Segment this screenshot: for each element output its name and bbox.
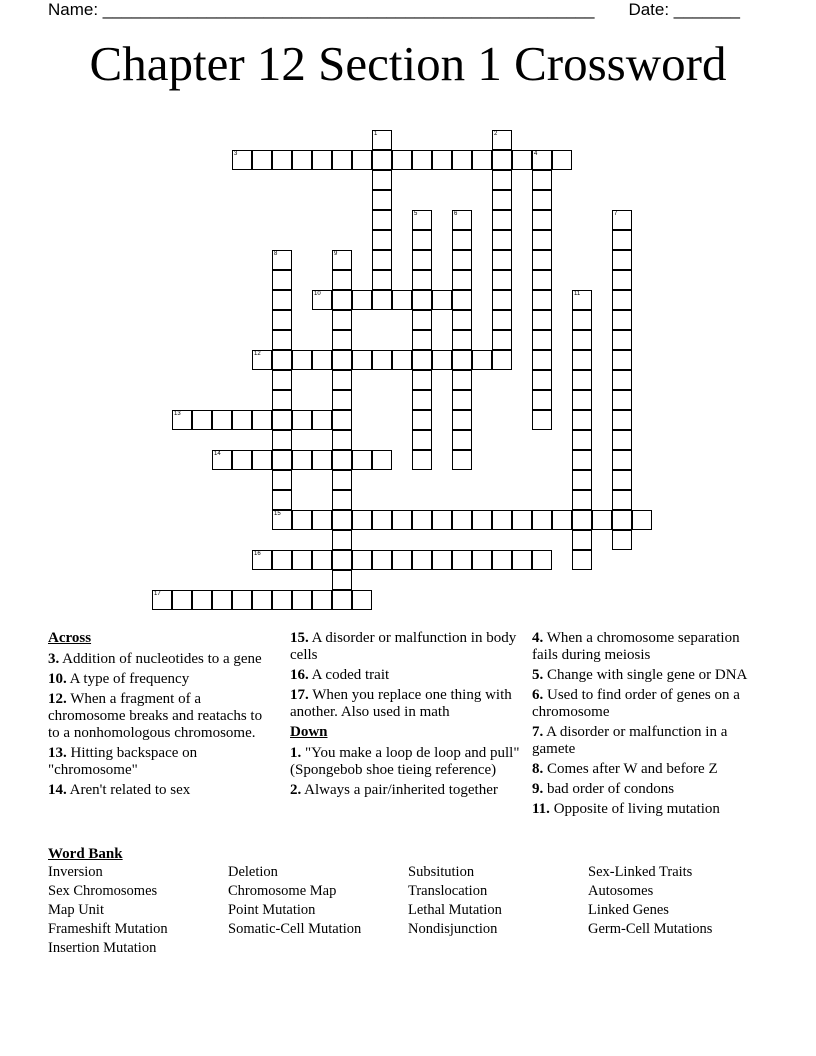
grid-cell[interactable]: [312, 550, 332, 570]
grid-cell[interactable]: [272, 470, 292, 490]
grid-cell[interactable]: [532, 370, 552, 390]
grid-cell[interactable]: [512, 510, 532, 530]
grid-cell[interactable]: [532, 410, 552, 430]
grid-cell[interactable]: [492, 250, 512, 270]
grid-cell[interactable]: [532, 350, 552, 370]
grid-cell[interactable]: [372, 510, 392, 530]
clue-number: 1: [374, 131, 378, 137]
grid-cell[interactable]: [332, 450, 352, 470]
across-clue: [48, 691, 276, 742]
grid-cell[interactable]: [372, 290, 392, 310]
grid-cell[interactable]: [352, 590, 372, 610]
grid-cell[interactable]: [532, 170, 552, 190]
grid-cell[interactable]: [492, 190, 512, 210]
grid-cell[interactable]: [532, 390, 552, 410]
grid-cell[interactable]: [272, 290, 292, 310]
grid-cell[interactable]: [312, 510, 332, 530]
word-bank-item: Deletion: [228, 864, 278, 880]
clue-num: 16.: [290, 667, 309, 683]
grid-cell[interactable]: [372, 150, 392, 170]
across-clue: [290, 630, 520, 664]
grid-cell[interactable]: [472, 550, 492, 570]
word-bank-item: Linked Genes: [588, 902, 669, 918]
across-clue: [290, 667, 520, 684]
clue-text: When you replace one thing with another. Also used in math: [290, 687, 512, 720]
grid-cell[interactable]: [632, 510, 652, 530]
grid-cell[interactable]: [492, 330, 512, 350]
grid-cell[interactable]: [432, 550, 452, 570]
grid-cell[interactable]: [432, 350, 452, 370]
grid-cell[interactable]: [332, 150, 352, 170]
grid-cell[interactable]: [332, 310, 352, 330]
grid-cell[interactable]: [292, 350, 312, 370]
clue-number: 7: [614, 211, 618, 217]
grid-cell[interactable]: [292, 590, 312, 610]
word-bank-item: Sex Chromosomes: [48, 883, 158, 899]
grid-cell[interactable]: [252, 450, 272, 470]
grid-cell[interactable]: [492, 290, 512, 310]
date-field[interactable]: Date: _______: [628, 0, 740, 19]
clue-number: 16: [254, 551, 261, 557]
grid-cell[interactable]: [392, 510, 412, 530]
word-bank-item: Translocation: [408, 883, 488, 899]
grid-cell[interactable]: [612, 370, 632, 390]
grid-cell[interactable]: [492, 210, 512, 230]
grid-cell[interactable]: [332, 490, 352, 510]
name-field[interactable]: Name: ____________________________________________________: [48, 0, 595, 19]
grid-cell[interactable]: [592, 510, 612, 530]
clues-column-3: [532, 630, 752, 821]
grid-cell[interactable]: [332, 430, 352, 450]
grid-cell[interactable]: [212, 590, 232, 610]
grid-cell[interactable]: [572, 430, 592, 450]
grid-cell[interactable]: [252, 590, 272, 610]
grid-cell[interactable]: [492, 270, 512, 290]
clue-num: 14.: [48, 782, 67, 798]
grid-cell[interactable]: [572, 510, 592, 530]
grid-cell[interactable]: [332, 270, 352, 290]
grid-cell[interactable]: [612, 250, 632, 270]
clue-text: Change with single gene or DNA: [543, 667, 748, 683]
grid-cell[interactable]: [352, 150, 372, 170]
grid-cell[interactable]: [252, 410, 272, 430]
grid-cell[interactable]: [572, 370, 592, 390]
down-clue: [532, 630, 752, 664]
word-bank-item: Map Unit: [48, 902, 104, 918]
grid-cell[interactable]: [292, 410, 312, 430]
grid-cell[interactable]: [612, 230, 632, 250]
grid-cell[interactable]: [452, 410, 472, 430]
clue-number: 10: [314, 291, 321, 297]
grid-cell[interactable]: [292, 450, 312, 470]
grid-cell[interactable]: [412, 430, 432, 450]
grid-cell[interactable]: [472, 350, 492, 370]
word-bank-item: Germ-Cell Mutations: [588, 921, 713, 937]
grid-cell[interactable]: [532, 550, 552, 570]
grid-cell[interactable]: [272, 330, 292, 350]
grid-cell[interactable]: [532, 290, 552, 310]
grid-cell[interactable]: [572, 470, 592, 490]
word-bank-item: Autosomes: [588, 883, 654, 899]
grid-cell[interactable]: [532, 230, 552, 250]
across-clue: [48, 651, 276, 668]
grid-cell[interactable]: [452, 430, 472, 450]
clue-number: 13: [174, 411, 181, 417]
grid-cell[interactable]: [552, 510, 572, 530]
grid-cell[interactable]: [492, 350, 512, 370]
clue-number: 14: [214, 451, 221, 457]
clue-num: 11.: [532, 801, 550, 817]
across-clue: [48, 745, 276, 779]
across-heading: Across: [48, 630, 92, 646]
grid-cell[interactable]: [492, 230, 512, 250]
clue-text: Aren't related to sex: [66, 782, 191, 798]
down-clue: [532, 761, 752, 778]
grid-cell[interactable]: [452, 390, 472, 410]
clue-num: 2.: [290, 782, 302, 798]
grid-cell[interactable]: [452, 450, 472, 470]
grid-cell[interactable]: [232, 450, 252, 470]
grid-cell[interactable]: [612, 490, 632, 510]
clue-num: 5.: [532, 667, 544, 683]
grid-cell[interactable]: [612, 510, 632, 530]
clue-text: Hitting backspace on "chromosome": [48, 745, 198, 778]
grid-cell[interactable]: [612, 350, 632, 370]
grid-cell[interactable]: [412, 330, 432, 350]
grid-cell[interactable]: [572, 450, 592, 470]
grid-cell[interactable]: [612, 430, 632, 450]
grid-cell[interactable]: [272, 550, 292, 570]
grid-cell[interactable]: [532, 310, 552, 330]
down-clue: [532, 781, 752, 798]
grid-cell[interactable]: [332, 590, 352, 610]
grid-cell[interactable]: [572, 410, 592, 430]
clues-column-1: [48, 630, 276, 802]
grid-cell[interactable]: [332, 550, 352, 570]
grid-cell[interactable]: [372, 250, 392, 270]
grid-cell[interactable]: [612, 330, 632, 350]
grid-cell[interactable]: [432, 290, 452, 310]
grid-cell[interactable]: [612, 270, 632, 290]
grid-cell[interactable]: [372, 230, 392, 250]
grid-cell[interactable]: [332, 570, 352, 590]
grid-cell[interactable]: [452, 230, 472, 250]
word-bank-item: Chromosome Map: [228, 883, 337, 899]
grid-cell[interactable]: [392, 150, 412, 170]
grid-cell[interactable]: [172, 590, 192, 610]
grid-cell[interactable]: [532, 330, 552, 350]
grid-cell[interactable]: [452, 330, 472, 350]
grid-cell[interactable]: [332, 510, 352, 530]
grid-cell[interactable]: [372, 450, 392, 470]
page-title: Chapter 12 Section 1 Crossword: [89, 36, 727, 91]
word-bank-item: Sex-Linked Traits: [588, 864, 693, 880]
grid-cell[interactable]: [472, 150, 492, 170]
grid-cell[interactable]: [452, 150, 472, 170]
grid-cell[interactable]: [612, 390, 632, 410]
grid-cell[interactable]: [272, 410, 292, 430]
grid-cell[interactable]: [572, 550, 592, 570]
grid-cell[interactable]: [332, 350, 352, 370]
word-bank-item: Point Mutation: [228, 902, 316, 918]
across-clue: [48, 671, 276, 688]
grid-cell[interactable]: [612, 530, 632, 550]
grid-cell[interactable]: [412, 230, 432, 250]
clue-num: 1.: [290, 745, 302, 761]
grid-cell[interactable]: [272, 370, 292, 390]
grid-cell[interactable]: [292, 150, 312, 170]
grid-cell[interactable]: [352, 290, 372, 310]
grid-cell[interactable]: [312, 590, 332, 610]
grid-cell[interactable]: [472, 510, 492, 530]
across-clue: [48, 782, 276, 799]
grid-cell[interactable]: [272, 430, 292, 450]
grid-cell[interactable]: [612, 410, 632, 430]
grid-cell[interactable]: [412, 310, 432, 330]
grid-cell[interactable]: [332, 410, 352, 430]
grid-cell[interactable]: [412, 350, 432, 370]
grid-cell[interactable]: [192, 410, 212, 430]
grid-cell[interactable]: [572, 350, 592, 370]
grid-cell[interactable]: [452, 270, 472, 290]
clue-num: 12.: [48, 691, 67, 707]
grid-cell[interactable]: [272, 150, 292, 170]
grid-cell[interactable]: [572, 390, 592, 410]
grid-cell[interactable]: [352, 350, 372, 370]
grid-cell[interactable]: [512, 150, 532, 170]
grid-cell[interactable]: [292, 510, 312, 530]
grid-cell[interactable]: [232, 410, 252, 430]
down-clue: [532, 667, 752, 684]
grid-cell[interactable]: [412, 450, 432, 470]
grid-cell[interactable]: [232, 590, 252, 610]
grid-cell[interactable]: [452, 550, 472, 570]
clue-number: 17: [154, 591, 161, 597]
grid-cell[interactable]: [612, 470, 632, 490]
grid-cell[interactable]: [512, 550, 532, 570]
grid-cell[interactable]: [412, 270, 432, 290]
grid-cell[interactable]: [532, 250, 552, 270]
grid-cell[interactable]: [572, 530, 592, 550]
grid-cell[interactable]: [332, 290, 352, 310]
clue-number: 4: [534, 151, 538, 157]
grid-cell[interactable]: [252, 150, 272, 170]
clue-number: 8: [274, 251, 278, 257]
clue-text: A disorder or malfunction in a gamete: [532, 724, 728, 757]
clue-num: 4.: [532, 630, 544, 646]
word-bank-item: Somatic-Cell Mutation: [228, 921, 362, 937]
clue-num: 13.: [48, 745, 67, 761]
down-clue: [532, 801, 752, 818]
clue-number: 2: [494, 131, 498, 137]
across-clue: [290, 687, 520, 721]
grid-cell[interactable]: [312, 150, 332, 170]
clue-text: When a fragment of a chromosome breaks and reatachs to to a nonhomologous chromosome.: [48, 691, 263, 741]
grid-cell[interactable]: [412, 370, 432, 390]
grid-cell[interactable]: [572, 330, 592, 350]
grid-cell[interactable]: [192, 590, 212, 610]
grid-cell[interactable]: [332, 470, 352, 490]
grid-cell[interactable]: [332, 330, 352, 350]
clue-num: 17.: [290, 687, 309, 703]
grid-cell[interactable]: [212, 410, 232, 430]
word-bank-title: Word Bank: [48, 846, 123, 862]
grid-cell[interactable]: [532, 190, 552, 210]
word-bank-item: Inversion: [48, 864, 103, 880]
clue-num: 7.: [532, 724, 544, 740]
grid-cell[interactable]: [552, 150, 572, 170]
grid-cell[interactable]: [412, 390, 432, 410]
grid-cell[interactable]: [352, 450, 372, 470]
grid-cell[interactable]: [392, 350, 412, 370]
clue-text: "You make a loop de loop and pull" (Spongebob shoe tieing reference): [290, 745, 520, 778]
clue-text: Used to find order of genes on a chromosome: [532, 687, 740, 720]
grid-cell[interactable]: [452, 290, 472, 310]
grid-cell[interactable]: [372, 550, 392, 570]
grid-cell[interactable]: [412, 550, 432, 570]
clue-num: 9.: [532, 781, 544, 797]
clue-text: Comes after W and before Z: [543, 761, 718, 777]
grid-cell[interactable]: [492, 550, 512, 570]
grid-cell[interactable]: [412, 290, 432, 310]
clue-text: Opposite of living mutation: [549, 801, 720, 817]
grid-cell[interactable]: [532, 210, 552, 230]
word-bank-item: Lethal Mutation: [408, 902, 502, 918]
grid-cell[interactable]: [532, 270, 552, 290]
header: [48, 0, 740, 20]
grid-cell[interactable]: [392, 550, 412, 570]
grid-cell[interactable]: [432, 150, 452, 170]
grid-cell[interactable]: [452, 370, 472, 390]
grid-cell[interactable]: [452, 310, 472, 330]
word-bank-item: Nondisjunction: [408, 921, 498, 937]
grid-cell[interactable]: [432, 510, 452, 530]
word-bank-item: Frameshift Mutation: [48, 921, 168, 937]
grid-cell[interactable]: [332, 370, 352, 390]
clue-text: A coded trait: [308, 667, 390, 683]
clue-num: 3.: [48, 651, 60, 667]
down-clue: [290, 782, 520, 799]
down-clue: [532, 687, 752, 721]
grid-cell[interactable]: [572, 490, 592, 510]
clue-text: A disorder or malfunction in body cells: [290, 630, 517, 663]
grid-cell[interactable]: [352, 550, 372, 570]
grid-cell[interactable]: [612, 450, 632, 470]
grid-cell[interactable]: [612, 290, 632, 310]
down-heading: Down: [290, 724, 328, 740]
grid-cell[interactable]: [492, 510, 512, 530]
grid-cell[interactable]: [272, 310, 292, 330]
grid-cell[interactable]: [372, 170, 392, 190]
clue-text: A type of frequency: [66, 671, 190, 687]
grid-cell[interactable]: [332, 530, 352, 550]
clue-text: Always a pair/inherited together: [301, 782, 498, 798]
clue-text: Addition of nucleotides to a gene: [59, 651, 262, 667]
clue-number: 9: [334, 251, 338, 257]
grid-cell[interactable]: [492, 310, 512, 330]
clue-number: 3: [234, 151, 238, 157]
grid-cell[interactable]: [372, 190, 392, 210]
grid-cell[interactable]: [312, 410, 332, 430]
clue-number: 12: [254, 351, 261, 357]
clue-number: 6: [454, 211, 458, 217]
down-clue: [290, 745, 520, 779]
grid-cell[interactable]: [372, 350, 392, 370]
word-bank-item: Subsitution: [408, 864, 475, 880]
grid-cell[interactable]: [272, 450, 292, 470]
clue-number: 5: [414, 211, 418, 217]
grid-cell[interactable]: [572, 310, 592, 330]
grid-cell[interactable]: [292, 550, 312, 570]
down-clue: [532, 724, 752, 758]
grid-cell[interactable]: [412, 250, 432, 270]
grid-cell[interactable]: [352, 510, 372, 530]
grid-cell[interactable]: [312, 450, 332, 470]
clue-num: 8.: [532, 761, 544, 777]
grid-cell[interactable]: [272, 350, 292, 370]
grid-cell[interactable]: [272, 390, 292, 410]
grid-cell[interactable]: [412, 410, 432, 430]
grid-cell[interactable]: [452, 350, 472, 370]
grid-cell[interactable]: [612, 310, 632, 330]
word-bank-item: Insertion Mutation: [48, 940, 157, 956]
clue-number: 15: [274, 511, 281, 517]
clues-column-2: [290, 630, 520, 802]
clue-num: 6.: [532, 687, 544, 703]
grid-cell[interactable]: [452, 510, 472, 530]
grid-cell[interactable]: [532, 510, 552, 530]
grid-cell[interactable]: [332, 390, 352, 410]
grid-cell[interactable]: [412, 150, 432, 170]
grid-cell[interactable]: [492, 170, 512, 190]
clue-num: 10.: [48, 671, 67, 687]
grid-cell[interactable]: [412, 510, 432, 530]
grid-cell[interactable]: [272, 590, 292, 610]
clue-text: bad order of condons: [543, 781, 675, 797]
grid-cell[interactable]: [272, 270, 292, 290]
clue-number: 11: [574, 291, 581, 297]
grid-cell[interactable]: [492, 150, 512, 170]
grid-cell[interactable]: [312, 350, 332, 370]
grid-cell[interactable]: [372, 210, 392, 230]
grid-cell[interactable]: [452, 250, 472, 270]
grid-cell[interactable]: [272, 490, 292, 510]
clue-text: When a chromosome separation fails during meiosis: [532, 630, 740, 663]
grid-cell[interactable]: [392, 290, 412, 310]
grid-cell[interactable]: [372, 270, 392, 290]
clue-num: 15.: [290, 630, 309, 646]
